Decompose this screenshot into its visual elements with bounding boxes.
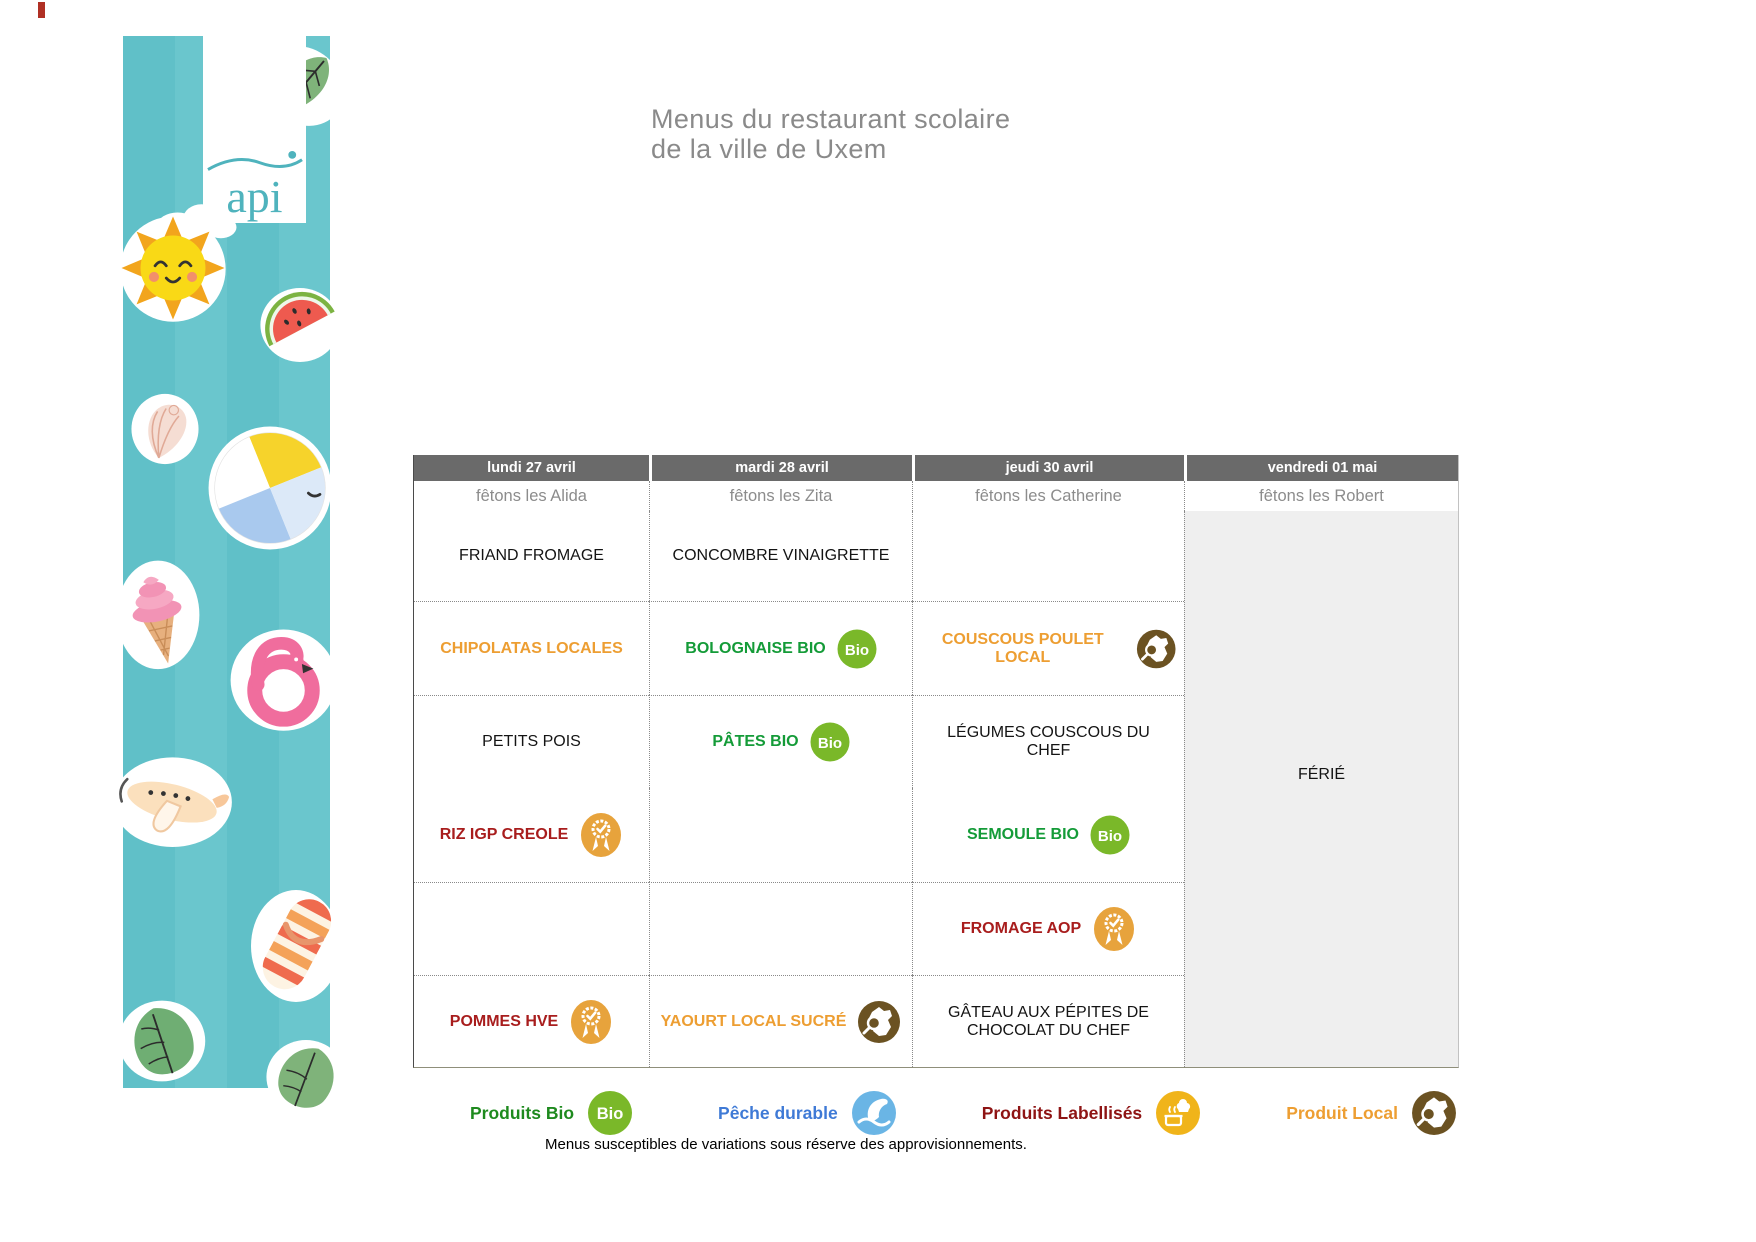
cheese-cell-lundi bbox=[414, 882, 649, 975]
beach-ball-sticker bbox=[206, 424, 334, 552]
chef-badge-icon bbox=[1155, 1090, 1201, 1136]
celebration-jeudi: fêtons les Catherine bbox=[912, 481, 1184, 511]
bio-badge-icon bbox=[587, 1090, 633, 1136]
starch-cell-jeudi bbox=[912, 788, 1184, 882]
flamingo-sticker bbox=[226, 618, 341, 733]
vegetable-cell-mardi bbox=[649, 695, 912, 788]
celebration-mardi: fêtons les Zita bbox=[649, 481, 912, 511]
dish-label: LÉGUMES COUSCOUS DU CHEF bbox=[947, 724, 1150, 759]
decor-sidebar bbox=[123, 36, 330, 1088]
celebration-lundi: fêtons les Alida bbox=[476, 486, 587, 505]
main-cell-jeudi bbox=[912, 601, 1184, 695]
api-logo bbox=[203, 36, 306, 223]
dish-label: POMMES HVE bbox=[449, 1012, 559, 1030]
starter-cell-jeudi bbox=[912, 511, 1184, 601]
dish-label: PETITS POIS bbox=[482, 733, 581, 750]
page-title-line1: Menus du restaurant scolaire bbox=[651, 104, 1011, 134]
cheese-cell-jeudi bbox=[912, 882, 1184, 975]
legend-item-peche-durable bbox=[718, 1090, 897, 1136]
dish-label: BOLOGNAISE BIO bbox=[685, 639, 826, 657]
vegetable-cell-lundi bbox=[414, 695, 649, 788]
day-header-vendredi: vendredi 01 mai bbox=[1184, 455, 1458, 481]
main-cell-mardi bbox=[649, 601, 912, 695]
day-header-mardi: mardi 28 avril bbox=[649, 455, 912, 481]
dish-label: PÂTES BIO bbox=[712, 733, 799, 750]
dessert-cell-jeudi bbox=[912, 975, 1184, 1067]
bio-badge-icon bbox=[1090, 815, 1130, 855]
dessert-cell-mardi bbox=[649, 975, 912, 1067]
dish-label: SEMOULE BIO bbox=[966, 826, 1079, 843]
cheese-cell-mardi bbox=[649, 882, 912, 975]
sun-sticker bbox=[117, 212, 229, 324]
main-cell-lundi bbox=[414, 601, 649, 695]
crop-mark bbox=[38, 2, 45, 18]
dish-label: GÂTEAU AUX PÉPITES DE CHOCOLAT DU CHEF bbox=[948, 1003, 1149, 1039]
celebration-vendredi: fêtons les Robert bbox=[1184, 481, 1458, 511]
svg-text:Bio: Bio bbox=[1097, 828, 1123, 845]
starter-cell-mardi bbox=[649, 511, 912, 601]
dish-label: CHIPOLATAS LOCALES bbox=[440, 639, 623, 657]
legend bbox=[470, 1084, 1457, 1142]
dish-label: FROMAGE AOP bbox=[960, 920, 1082, 937]
legend-item-produit-local bbox=[1286, 1090, 1457, 1136]
local-badge-icon bbox=[1411, 1090, 1457, 1136]
dessert-cell-lundi bbox=[414, 975, 649, 1067]
medal-badge-icon bbox=[569, 999, 613, 1045]
legend-item-labellises bbox=[982, 1090, 1201, 1136]
monstera-leaf-small-sticker bbox=[263, 1034, 349, 1120]
dish-label: RIZ IGP CREOLE bbox=[439, 826, 569, 843]
legend-label: Produits Labellisés bbox=[981, 1102, 1143, 1123]
medal-badge-icon bbox=[1092, 906, 1136, 952]
monstera-leaf-sticker bbox=[115, 994, 209, 1088]
legend-item-bio bbox=[470, 1090, 633, 1136]
starch-cell-mardi bbox=[649, 788, 912, 882]
day-header-jeudi: jeudi 30 avril bbox=[912, 455, 1184, 481]
seashell-sticker bbox=[126, 390, 204, 468]
legend-label: Produits Bio bbox=[470, 1102, 575, 1123]
dish-label: CONCOMBRE VINAIGRETTE bbox=[672, 547, 890, 564]
footer-note: Menus susceptibles de variations sous réserve des approvisionnements. bbox=[545, 1136, 1027, 1153]
airplane-sticker bbox=[110, 748, 235, 852]
starter-cell-lundi bbox=[414, 511, 649, 601]
starch-cell-lundi bbox=[414, 788, 649, 882]
local-badge-icon bbox=[857, 1000, 901, 1044]
svg-text:Bio: Bio bbox=[596, 1105, 624, 1123]
dish-label: COUSCOUS POULET LOCAL bbox=[941, 630, 1104, 666]
menu-table bbox=[413, 455, 1459, 1068]
bio-badge-icon bbox=[837, 629, 877, 669]
page-title-line2: de la ville de Uxem bbox=[651, 134, 887, 164]
dish-label: FRIAND FROMAGE bbox=[459, 547, 604, 564]
bio-badge-icon bbox=[810, 722, 850, 762]
local-badge-icon bbox=[1136, 627, 1176, 671]
medal-badge-icon bbox=[579, 812, 623, 858]
fish-badge-icon bbox=[851, 1090, 897, 1136]
svg-text:Bio: Bio bbox=[844, 641, 869, 659]
flip-flop-sticker bbox=[246, 886, 346, 1006]
ice-cream-sticker bbox=[112, 556, 204, 676]
holiday-cell bbox=[1184, 511, 1458, 1067]
day-header-lundi: lundi 27 avril bbox=[414, 455, 649, 481]
legend-label: Pêche durable bbox=[718, 1102, 838, 1123]
dish-label: YAOURT LOCAL SUCRÉ bbox=[660, 1012, 847, 1030]
legend-label: Produit Local bbox=[1286, 1102, 1398, 1123]
logo-text: api bbox=[226, 171, 283, 222]
watermelon-sticker bbox=[256, 281, 344, 369]
svg-text:Bio: Bio bbox=[817, 735, 842, 752]
holiday-label: FÉRIÉ bbox=[1297, 766, 1346, 783]
page-title bbox=[651, 104, 1010, 164]
vegetable-cell-jeudi bbox=[912, 695, 1184, 788]
